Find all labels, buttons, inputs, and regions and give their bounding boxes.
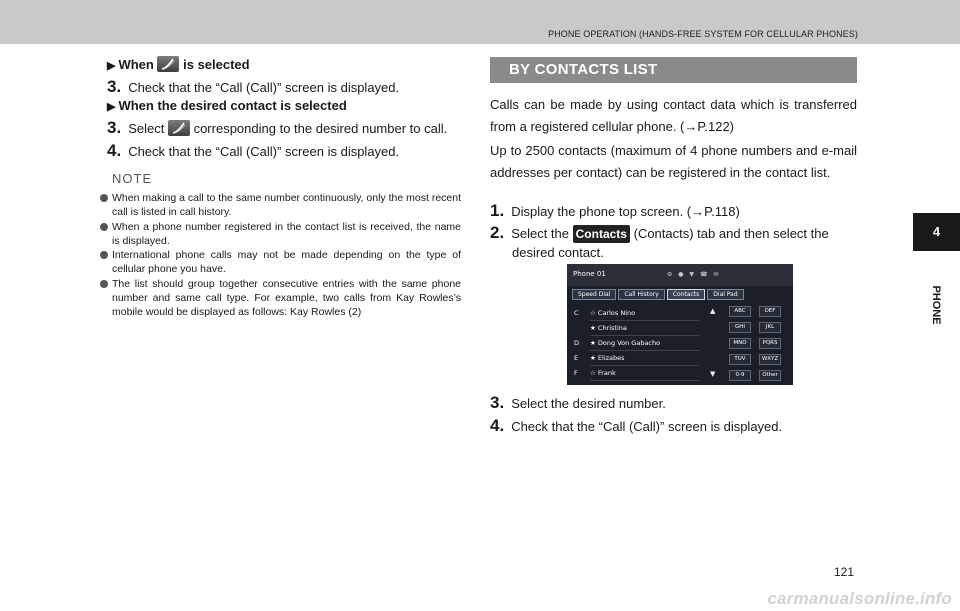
key-ghi: GHI [729,322,751,333]
key-jkl: JKL [759,322,781,333]
right-triangle-icon: ▶ [107,60,116,72]
screen-tab-bar [572,289,744,300]
favorite-star-icon: ★ [590,354,596,362]
section-title: BY CONTACTS LIST [490,57,857,83]
tab-speed-dial: Speed Dial [572,289,616,300]
key-0-9: 0-9 [729,370,751,381]
step-4-check-call [107,141,399,161]
contact-entry [590,351,700,366]
step-1-display-top [490,201,740,221]
step-text: Check that the “Call (Call)” screen is displayed. [128,144,400,159]
key-abc: ABC [729,306,751,317]
favorite-star-icon: ★ [590,324,596,332]
note-item-text: When making a call to the same number continuously, only the most recent call is listed in call history. [112,192,461,218]
scroll-up-icon: ▲ [710,307,716,315]
key-def: DEF [759,306,781,317]
step-3-check-call [107,77,399,97]
note-item [100,220,461,248]
bullet-icon [100,280,108,288]
key-pqrs: PQRS [759,338,781,349]
screen-title: Phone 01 [573,270,606,278]
step-2-continuation: desired contact. [512,245,604,260]
handset-button-icon [168,120,190,136]
index-letter: E [574,354,579,362]
index-letter: F [574,369,578,377]
key-wxyz: WXYZ [759,354,781,365]
subheading-text: When the desired contact is selected [118,98,347,113]
right-triangle-icon: ▶ [107,101,116,113]
subheading-suffix: is selected [183,57,250,72]
step-text: Check that the “Call (Call)” screen is displayed. [128,80,400,95]
page-number: 121 [834,565,855,579]
intro-paragraph: Calls can be made by using contact data which is transferred from a registered cellular phone. (→P.122) [490,97,857,134]
contact-name: Carlos Nino [597,309,636,317]
watermark: carmanualsonline.info [767,589,952,608]
step-text-suffix: (Contacts) tab and then select the [633,226,829,241]
chapter-number-tab: 4 [913,213,960,251]
contact-entry [590,321,700,336]
tab-contacts: Contacts [667,289,705,300]
note-item-text: International phone calls may not be made depending on the type of cellular phone you have. [112,249,461,275]
contact-name: Frank [597,369,616,377]
contact-entry [590,366,700,381]
contact-name: Dong Von Gabacho [597,339,661,347]
step-number: 3. [107,118,122,137]
contact-name: Christina [597,324,627,332]
tab-call-history: Call History [618,289,664,300]
key-tuv: TUV [729,354,751,365]
note-item [100,191,461,219]
note-item [100,277,461,319]
note-item-text: When a phone number registered in the contact list is received, the name is displayed. [112,220,461,247]
step-3-select-number [107,118,447,138]
chapter-label [921,285,951,325]
bullet-icon [100,251,108,259]
status-icons: ⚙ ● ▼ ☎ ✉ [667,271,721,278]
subheading-prefix: When [118,57,154,72]
contacts-tab-label: Contacts [573,225,630,243]
step-text-suffix: corresponding to the desired number to call. [193,121,448,136]
contact-entry [590,306,700,321]
favorite-star-icon: ☆ [590,369,596,377]
key-other: Other [759,370,781,381]
capacity-paragraph: Up to 2500 contacts (maximum of 4 phone numbers and e-mail addresses per contact) can be registered in the contact list. [490,143,857,180]
key-mno: MNO [729,338,751,349]
scroll-down-icon: ▼ [710,370,716,378]
running-header: PHONE OPERATION (HANDS-FREE SYSTEM FOR CELLULAR PHONES) [548,29,858,39]
bullet-icon [100,223,108,231]
step-number: 1. [490,201,505,220]
step-number: 3. [107,77,122,96]
favorite-star-icon: ★ [590,339,596,347]
chapter-label-text: PHONE [930,285,942,325]
note-item-text: The list should group together consecutive entries with the same phone number and same call type. For example, two calls from Kay Rowles’s mobile would be displayed as follows: Kay Rowles (2) [112,277,461,318]
step-3-select-number-right [490,393,666,413]
contacts-screen-image [567,264,793,385]
note-heading: NOTE [112,171,153,186]
step-number: 2. [490,223,505,242]
subheading-contact-selected [107,98,347,113]
note-item [100,248,461,276]
bullet-icon [100,194,108,202]
index-letter: C [574,309,579,317]
subheading-when-selected [107,56,250,72]
contact-entry [590,336,700,351]
step-number: 3. [490,393,505,412]
step-text: Display the phone top screen. (→P.118) [511,204,740,219]
step-text: Select the desired number. [511,396,666,411]
index-letter: D [574,339,580,347]
step-number: 4. [490,416,505,435]
step-2-select-contacts [490,223,829,243]
handset-button-icon [157,56,179,72]
step-4-check-call-right [490,416,782,436]
step-number: 4. [107,141,122,160]
contact-name: Elizabes [597,354,625,362]
step-text: Check that the “Call (Call)” screen is displayed. [511,419,783,434]
step-text-prefix: Select the [511,226,570,241]
step-text-prefix: Select [128,121,165,136]
favorite-star-icon: ☆ [590,309,596,317]
tab-dial-pad: Dial Pad [707,289,743,300]
note-list [100,191,461,319]
